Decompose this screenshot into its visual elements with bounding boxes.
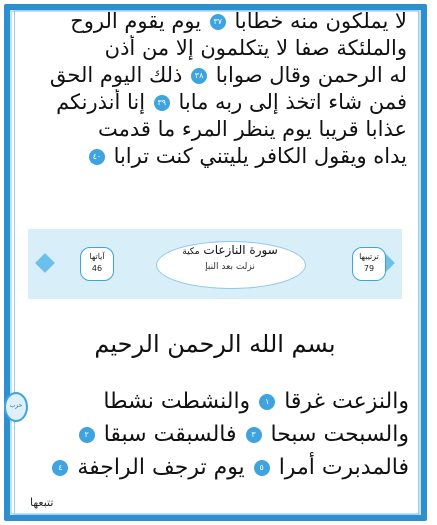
surah-title: سورة النازعات مكية [182,243,278,257]
surah-order-box [352,247,386,281]
verses-bottom [30,385,409,484]
surah-header-band [28,229,402,299]
verse-number-icon: ٤٠ [89,149,105,165]
bismillah: بسم الله الرحمن الرحيم [94,330,336,358]
ayah-count-box [80,247,114,281]
ayah-count-label: آياتها [89,252,105,261]
verse-number-icon: ٣٧ [210,14,226,30]
catchword: تتبعها [30,496,54,509]
surah-order: 79 [363,264,375,273]
verse-line: فمن شاء اتخذ إلى ربه مابا ٣٩ إنا أنذرنكم [56,90,407,114]
verse-line: فالمدبرت أمرا ٥ يوم ترجف الراجفة ٤ [30,451,409,484]
verse-line: والملئكة صفا لا يتكلمون إلا من أذن [104,36,407,60]
verse-number-icon: ٣ [246,427,262,443]
surah-order-label: ترتيبها [359,252,379,261]
verse-number-icon: ٣٨ [191,68,207,84]
verse-line: يداه ويقول الكافر يليتني كنت ترابا ٤٠ [26,143,407,170]
ornament-icon [35,253,55,273]
verse-line: والنزعت غرقا ١ والنشطت نشطا [103,389,409,414]
verse-line: لا يملكون منه خطابا ٣٧ يوم يقوم الروح [70,9,407,33]
hizb-marker-icon: حزب [4,392,28,422]
verse-number-icon: ٣٩ [154,95,170,111]
surah-revelation-note: نزلت بعد النبإ [205,262,255,272]
verse-number-icon: ٤ [52,460,68,476]
verse-line: له الرحمن وقال صوابا ٣٨ ذلك اليوم الحق [49,63,407,87]
ayah-count: 46 [91,264,103,273]
verse-line: والسبحت سبحا ٣ فالسبقت سبقا ٢ [30,418,409,451]
verse-number-icon: ١ [259,394,275,410]
verse-line: عذابا قريبا يوم ينظر المرء ما قدمت [98,117,407,141]
verse-number-icon: ٥ [254,460,270,476]
verse-number-icon: ٢ [79,427,95,443]
verses-top [26,8,407,170]
